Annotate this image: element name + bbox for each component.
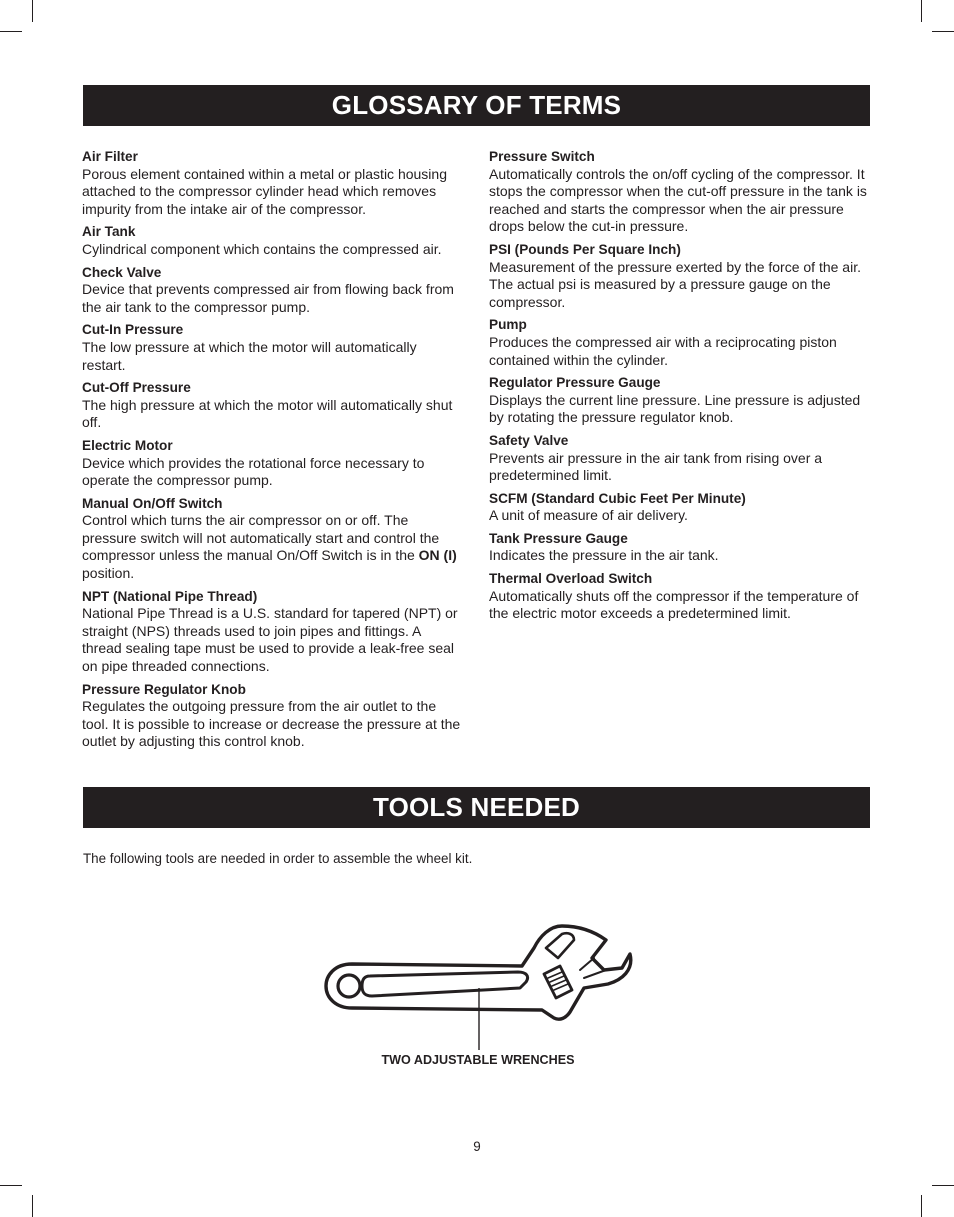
glossary-term: Electric Motor: [82, 437, 173, 453]
glossary-term: Regulator Pressure Gauge: [489, 375, 661, 391]
glossary-term: Check Valve: [82, 264, 162, 280]
glossary-entry: [489, 241, 871, 311]
tools-intro: The following tools are needed in order to assemble the wheel kit.: [83, 851, 473, 866]
crop-mark: [921, 0, 922, 22]
glossary-definition: Automatically shuts off the compressor if the temperature of the electric motor exceeds a predetermined limit.: [489, 587, 859, 622]
glossary-term: NPT (National Pipe Thread): [82, 588, 258, 604]
glossary-entry: [82, 495, 464, 583]
glossary-entry: [82, 264, 464, 317]
glossary-entry: [82, 437, 464, 490]
glossary-entry: [82, 148, 464, 218]
glossary-entry: [82, 379, 464, 432]
glossary-definition: The high pressure at which the motor will automatically shut off.: [82, 396, 453, 431]
glossary-entry: [489, 530, 871, 565]
crop-mark: [32, 0, 33, 22]
glossary-term: Tank Pressure Gauge: [489, 530, 628, 546]
glossary-definition: Indicates the pressure in the air tank.: [489, 547, 719, 564]
tools-heading: TOOLS NEEDED: [83, 787, 870, 828]
glossary-entry: [82, 681, 464, 751]
glossary-entry: [489, 316, 871, 369]
crop-mark: [32, 1195, 33, 1217]
glossary-term: Pressure Regulator Knob: [82, 681, 246, 697]
crop-mark: [932, 1185, 954, 1186]
glossary-left-column: [82, 148, 464, 756]
glossary-definition: Porous element contained within a metal or plastic housing attached to the compressor cylinder head which removes impurity from the intake air of the compressor.: [82, 165, 447, 217]
glossary-entry: [489, 148, 871, 236]
glossary-definition: Produces the compressed air with a reciprocating piston contained within the cylinder.: [489, 333, 837, 368]
glossary-definition: National Pipe Thread is a U.S. standard for tapered (NPT) or straight (NPS) threads used to join pipes and fittings. A thread sealing tape must be used to provide a leak-free seal on pipe threaded connections.: [82, 605, 458, 675]
on-position-label: ON (I): [418, 547, 457, 564]
glossary-definition: [82, 512, 464, 582]
glossary-definition: Displays the current line pressure. Line pressure is adjusted by rotating the pressure regulator knob.: [489, 391, 861, 426]
glossary-definition: The low pressure at which the motor will automatically restart.: [82, 338, 417, 373]
glossary-term: Air Filter: [82, 149, 138, 164]
glossary-term: SCFM (Standard Cubic Feet Per Minute): [489, 490, 746, 506]
crop-mark: [921, 1195, 922, 1217]
glossary-term: Pressure Switch: [489, 149, 595, 164]
glossary-entry: [489, 374, 871, 427]
glossary-entry: [82, 321, 464, 374]
wrench-caption: TWO ADJUSTABLE WRENCHES: [381, 1053, 575, 1067]
glossary-entry: [82, 588, 464, 676]
glossary-definition: Device which provides the rotational force necessary to operate the compressor pump.: [82, 454, 425, 489]
glossary-term: Cut-In Pressure: [82, 322, 184, 338]
glossary-definition: Prevents air pressure in the air tank from rising over a predetermined limit.: [489, 449, 823, 484]
glossary-entry: [489, 490, 871, 525]
glossary-term: Cut-Off Pressure: [82, 380, 191, 396]
glossary-definition: A unit of measure of air delivery.: [489, 507, 688, 524]
glossary-definition: Measurement of the pressure exerted by the force of the air. The actual psi is measured by a pressure gauge on the compressor.: [489, 258, 861, 310]
glossary-definition: Device that prevents compressed air from flowing back from the air tank to the compressor pump.: [82, 281, 454, 315]
crop-mark: [0, 31, 22, 32]
glossary-right-column: [489, 148, 871, 628]
glossary-term: Air Tank: [82, 224, 136, 240]
crop-mark: [0, 1185, 22, 1186]
glossary-heading: GLOSSARY OF TERMS: [83, 85, 870, 126]
glossary-entry: [489, 570, 871, 623]
glossary-definition: Regulates the outgoing pressure from the air outlet to the tool. It is possible to increase or decrease the pressure at the outlet by adjusting this control knob.: [82, 698, 461, 750]
glossary-term: Manual On/Off Switch: [82, 495, 223, 511]
glossary-term: Pump: [489, 317, 527, 333]
crop-mark: [932, 31, 954, 32]
glossary-definition: Cylindrical component which contains the compressed air.: [82, 240, 442, 257]
glossary-entry: [82, 223, 464, 258]
definition-text: Control which turns the air compressor on or off. The pressure switch will not automatically start and control the compressor unless the manual On/Off Switch is in the: [82, 512, 440, 564]
glossary-entry: [489, 432, 871, 485]
page-number: 9: [473, 1139, 481, 1154]
glossary-term: PSI (Pounds Per Square Inch): [489, 241, 681, 257]
glossary-term: Safety Valve: [489, 432, 569, 448]
glossary-definition: Automatically controls the on/off cycling of the compressor. It stops the compressor when the cut-off pressure in the tank is reached and starts the compressor when the air pressure drops below the cut-in pressure.: [489, 165, 867, 235]
definition-text: position.: [82, 565, 135, 582]
adjustable-wrench-icon: [322, 918, 636, 1058]
glossary-term: Thermal Overload Switch: [489, 571, 653, 587]
